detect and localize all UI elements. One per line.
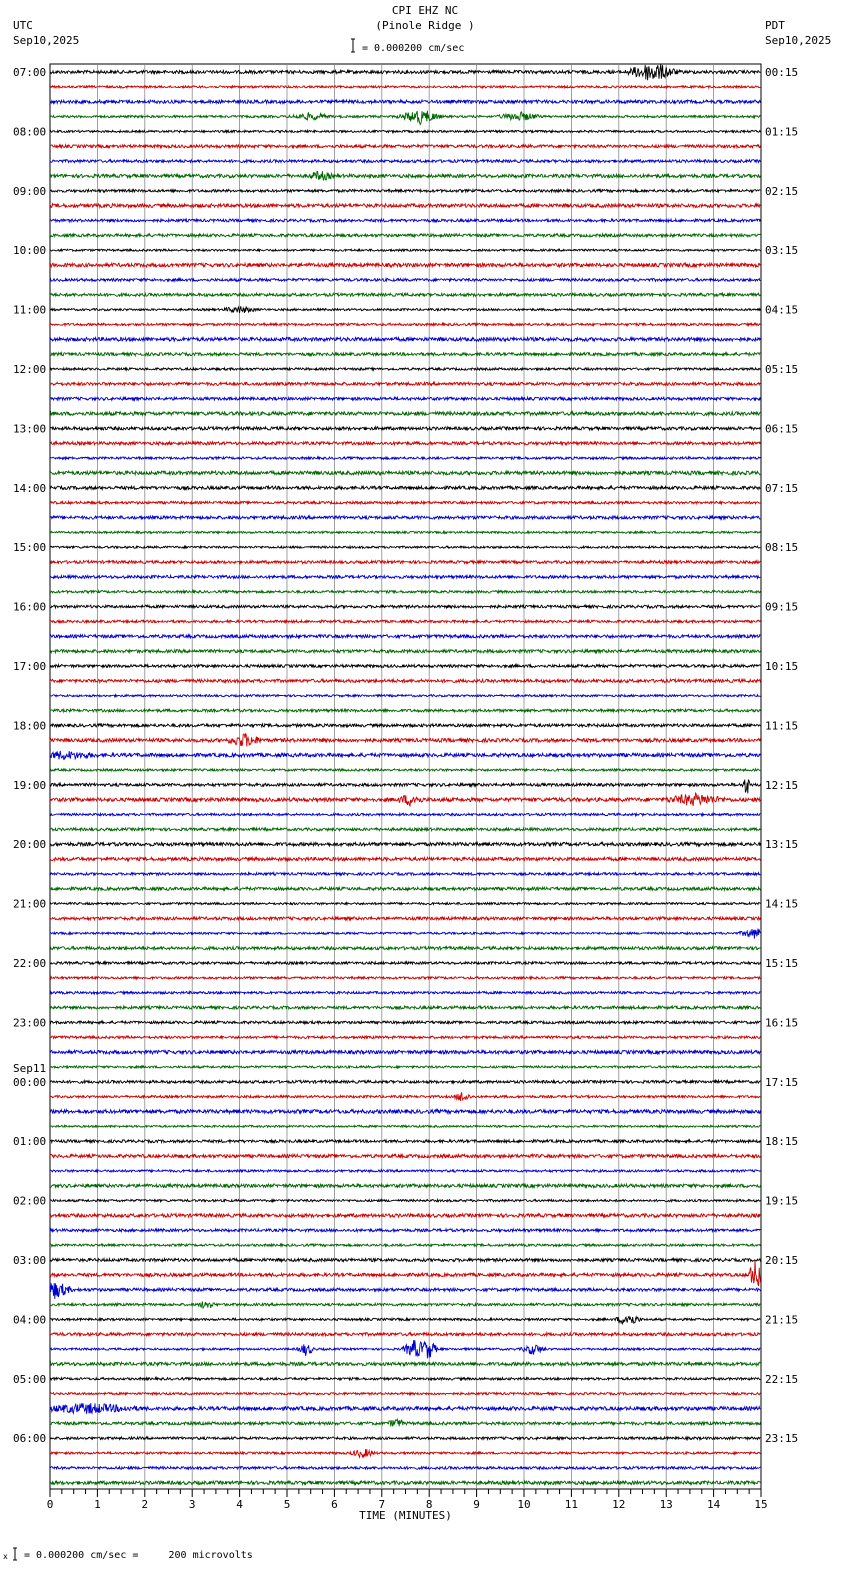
x-tick-label: 14: [706, 1498, 721, 1511]
seismic-trace: [50, 204, 760, 208]
x-tick-label: 9: [473, 1498, 480, 1511]
seismic-trace: [50, 457, 760, 459]
pdt-hour-label: 16:15: [765, 1016, 799, 1030]
seismic-trace: [50, 903, 760, 905]
pdt-hour-label: 19:15: [765, 1194, 799, 1208]
utc-hour-label: 18:00: [13, 719, 47, 733]
pdt-hour-label: 20:15: [765, 1254, 799, 1267]
utc-hour-label: 04:00: [13, 1313, 47, 1327]
seismic-trace: [50, 1200, 760, 1202]
pdt-hour-label: 18:15: [765, 1135, 799, 1149]
seismic-trace: [50, 1449, 760, 1457]
seismic-trace: [50, 929, 760, 939]
seismic-trace: [50, 679, 760, 682]
pdt-hour-label: 21:15: [765, 1313, 799, 1327]
pdt-hour-label: 08:15: [765, 541, 799, 555]
seismic-trace: [50, 1481, 760, 1485]
seismic-trace: [50, 561, 760, 564]
seismic-trace: [50, 145, 760, 148]
pdt-hour-label: 22:15: [765, 1372, 799, 1386]
seismic-trace: [50, 962, 760, 965]
seismic-trace: [50, 1244, 760, 1246]
seismic-trace: [50, 279, 760, 282]
seismic-trace: [50, 1362, 760, 1366]
utc-hour-label: 10:00: [13, 244, 47, 258]
utc-hour-label: 16:00: [13, 600, 47, 614]
seismic-trace: [50, 1184, 760, 1188]
x-tick-label: 6: [331, 1498, 338, 1511]
seismic-trace: [50, 591, 760, 594]
seismic-trace: [50, 1467, 760, 1470]
utc-hour-label: 08:00: [13, 125, 47, 139]
x-tick-label: 4: [236, 1498, 243, 1511]
seismic-trace: [50, 1154, 760, 1157]
scale-label: = 0.000200 cm/sec: [362, 43, 465, 54]
seismic-trace: [50, 190, 760, 193]
x-tick-label: 0: [46, 1498, 54, 1511]
seismic-trace: [50, 665, 760, 668]
seismic-trace: [50, 323, 760, 326]
utc-hour-label: 01:00: [13, 1135, 47, 1149]
seismic-trace: [50, 337, 760, 341]
seismic-trace: [50, 353, 760, 356]
seismic-trace: [50, 382, 760, 385]
utc-hour-label: 07:00: [13, 66, 47, 79]
seismic-trace: [50, 427, 760, 430]
seismic-trace: [50, 873, 760, 876]
seismic-trace: [50, 249, 760, 251]
seismic-trace: [50, 263, 760, 267]
x-tick-label: 1: [94, 1498, 101, 1511]
seismic-trace: [50, 1006, 760, 1009]
seismic-trace: [50, 111, 760, 125]
seismic-trace: [50, 977, 760, 979]
seismic-trace: [50, 86, 760, 88]
utc-hour-label: 02:00: [13, 1194, 47, 1208]
seismic-trace: [50, 442, 760, 445]
x-tick-label: 5: [283, 1498, 291, 1511]
x-tick-label: 11: [564, 1498, 579, 1511]
x-tick-label: 7: [378, 1498, 386, 1511]
seismic-trace: [50, 1092, 760, 1101]
seismic-trace: [50, 1050, 760, 1054]
x-tick-label: 2: [141, 1498, 149, 1511]
seismic-trace: [50, 1333, 760, 1336]
pdt-hour-label: 11:15: [765, 719, 799, 733]
seismic-trace: [50, 516, 760, 519]
seismic-trace: [50, 1258, 760, 1261]
seismic-trace: [50, 64, 760, 80]
svg-text:x: x: [3, 1552, 8, 1561]
footer-scale-note: = 0.000200 cm/sec = 200 microvolts: [24, 1550, 253, 1561]
seismic-trace: [50, 724, 760, 727]
station-title: CPI EHZ NC: [391, 4, 459, 17]
seismic-trace: [50, 412, 760, 416]
pdt-hour-label: 04:15: [765, 303, 799, 317]
seismic-trace: [50, 635, 760, 638]
seismic-trace: [50, 734, 760, 747]
seismic-trace: [50, 709, 760, 712]
seismic-trace: [50, 397, 760, 400]
seismic-trace: [50, 234, 760, 237]
utc-hour-label: 17:00: [13, 660, 47, 673]
utc-hour-label: 14:00: [13, 481, 47, 495]
pdt-hour-label: 05:15: [765, 363, 799, 376]
utc-hour-label: 13:00: [13, 422, 47, 436]
seismic-trace: [50, 780, 760, 794]
pdt-hour-label: 07:15: [765, 481, 799, 495]
seismic-trace: [50, 501, 760, 504]
x-tick-label: 12: [612, 1498, 626, 1511]
pdt-hour-label: 01:15: [765, 125, 799, 139]
seismic-trace: [50, 1419, 760, 1426]
seismic-trace: [50, 605, 760, 608]
seismic-trace: [50, 486, 760, 489]
seismic-trace: [50, 1125, 760, 1127]
seismic-trace: [50, 887, 760, 890]
utc-hour-label: 21:00: [13, 897, 47, 911]
utc-hour-label: 23:00: [13, 1016, 47, 1030]
seismic-trace: [50, 575, 760, 578]
utc-hour-label: 15:00: [13, 541, 47, 555]
seismic-trace: [50, 842, 760, 846]
seismic-trace: [50, 130, 760, 132]
seismic-trace: [50, 219, 760, 222]
utc-hour-label: 05:00: [13, 1372, 47, 1386]
right-date: Sep10,2025: [765, 34, 832, 47]
right-timezone: PDT: [765, 19, 785, 32]
left-date: Sep10,2025: [13, 34, 80, 47]
seismic-trace: [50, 1316, 760, 1324]
seismic-trace: [50, 947, 760, 950]
seismic-trace: [50, 793, 760, 806]
seismic-trace: [50, 1340, 760, 1358]
seismic-trace: [50, 531, 760, 533]
seismic-trace: [50, 695, 760, 697]
utc-hour-label: 20:00: [13, 838, 47, 852]
seismic-trace: [50, 1036, 760, 1039]
pdt-hour-label: 17:15: [765, 1075, 799, 1089]
seismic-trace: [50, 620, 760, 623]
pdt-hour-label: 14:15: [765, 897, 799, 911]
pdt-hour-label: 06:15: [765, 422, 799, 436]
seismic-trace: [50, 992, 760, 994]
seismic-trace: [50, 1260, 760, 1286]
seismic-trace: [50, 1066, 760, 1068]
seismic-trace: [50, 1283, 760, 1299]
pdt-hour-label: 12:15: [765, 778, 799, 792]
station-name: (Pinole Ridge ): [375, 19, 475, 32]
seismic-trace: [50, 828, 760, 831]
left-timezone: UTC: [13, 19, 33, 32]
utc-hour-label: 12:00: [13, 363, 47, 376]
seismic-trace: [50, 1229, 760, 1232]
seismic-trace: [50, 160, 760, 163]
seismic-trace: [50, 100, 760, 103]
seismic-trace: [50, 306, 760, 313]
seismic-trace: [50, 751, 760, 760]
seismic-trace: [50, 546, 760, 548]
seismic-trace: [50, 813, 760, 815]
seismic-trace: [50, 1393, 760, 1395]
x-tick-label: 13: [659, 1498, 673, 1511]
pdt-hour-label: 23:15: [765, 1432, 799, 1446]
x-tick-label: 10: [517, 1498, 531, 1511]
x-tick-label: 15: [754, 1498, 768, 1511]
seismic-trace: [50, 857, 760, 861]
utc-hour-label: 09:00: [13, 184, 47, 198]
pdt-hour-label: 03:15: [765, 244, 799, 258]
date-break-label: Sep11: [13, 1061, 47, 1075]
seismic-trace: [50, 1378, 760, 1380]
pdt-hour-label: 09:15: [765, 600, 799, 614]
utc-hour-label: 11:00: [13, 303, 47, 317]
pdt-hour-label: 02:15: [765, 184, 799, 198]
utc-hour-label: 22:00: [13, 957, 47, 970]
seismic-trace: [50, 293, 760, 296]
seismic-trace: [50, 1080, 760, 1083]
seismic-trace: [50, 1214, 760, 1218]
seismic-trace: [50, 368, 760, 370]
pdt-hour-label: 13:15: [765, 838, 799, 852]
x-axis-label: TIME (MINUTES): [359, 1509, 452, 1522]
seismic-trace: [50, 1170, 760, 1172]
seismic-trace: [50, 171, 760, 180]
seismic-trace: [50, 1437, 760, 1440]
seismic-trace: [50, 1302, 760, 1309]
pdt-hour-label: 15:15: [765, 957, 799, 970]
footer-scale-bar-icon: [3, 1546, 19, 1562]
utc-hour-label: 03:00: [13, 1254, 47, 1267]
seismic-trace: [50, 650, 760, 653]
seismic-trace: [50, 1021, 760, 1024]
seismic-trace: [50, 1140, 760, 1143]
pdt-hour-label: 10:15: [765, 660, 799, 673]
x-tick-label: 8: [425, 1498, 433, 1511]
seismic-trace: [50, 1110, 760, 1114]
seismic-trace: [50, 917, 760, 920]
utc-hour-label: 06:00: [13, 1432, 47, 1446]
x-tick-label: 3: [188, 1498, 196, 1511]
pdt-hour-label: 00:15: [765, 66, 799, 79]
seismic-trace: [50, 769, 760, 771]
utc-hour-label: 19:00: [13, 778, 47, 792]
utc-hour-label: 00:00: [13, 1075, 47, 1089]
seismic-trace: [50, 471, 760, 475]
seismic-trace: [50, 1403, 760, 1414]
